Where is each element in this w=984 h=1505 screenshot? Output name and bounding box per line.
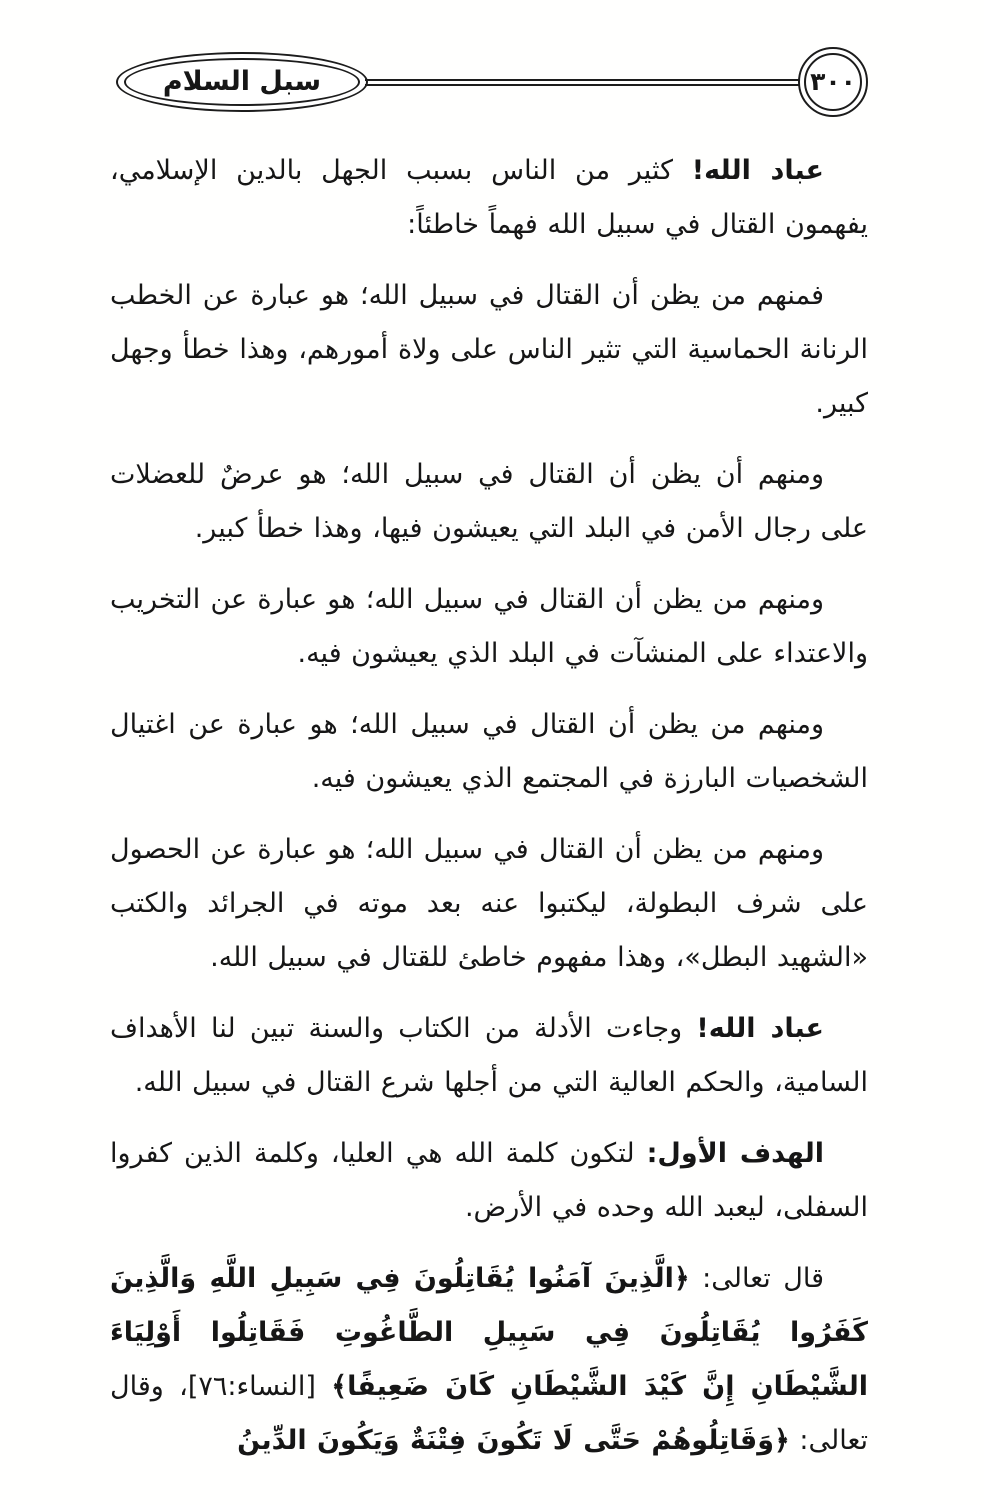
paragraph-text: ومنهم من يظن أن القتال في سبيل الله؛ هو عبارة عن اغتيال الشخصيات البارزة في المجتمع الذي يعيشون فيه.	[110, 709, 868, 794]
paragraph	[110, 698, 868, 806]
paragraph	[110, 1002, 868, 1110]
paragraph-text: ومنهم من يظن أن القتال في سبيل الله؛ هو عبارة عن الحصول على شرف البطولة، ليكتبوا عنه بعد موته في الجرائد والكتب «الشهيد البطل»، وهذا مفهوم خاطئ للقتال في سبيل الله.	[110, 834, 868, 973]
paragraph-lead: الهدف الأول:	[646, 1138, 824, 1169]
paragraph-text: ومنهم من يظن أن القتال في سبيل الله؛ هو عبارة عن التخريب والاعتداء على المنشآت في البلد الذي يعيشون فيه.	[110, 584, 868, 669]
page-body	[0, 118, 984, 1468]
paragraph	[110, 144, 868, 252]
paragraph	[110, 573, 868, 681]
paragraph-text: [النساء:٧٦]، وقال تعالى:	[110, 1371, 868, 1456]
paragraph-text: قال تعالى:	[689, 1263, 824, 1294]
paragraph-lead: عباد الله!	[691, 155, 824, 186]
paragraph-text: وجاءت الأدلة من الكتاب والسنة تبين لنا الأهداف السامية، والحكم العالية التي من أجلها شرع القتال في سبيل الله.	[110, 1013, 868, 1098]
header-rule	[365, 79, 801, 86]
paragraph-text: فمنهم من يظن أن القتال في سبيل الله؛ هو عبارة عن الخطب الرنانة الحماسية التي تثير الناس على ولاة أمورهم، وهذا خطأ وجهل كبير.	[110, 280, 868, 419]
paragraph	[110, 823, 868, 985]
paragraph-text: ومنهم أن يظن أن القتال في سبيل الله؛ هو عرضٌ للعضلات على رجال الأمن في البلد التي يعيشون فيها، وهذا خطأ كبير.	[110, 459, 868, 544]
page-number-badge	[798, 47, 868, 117]
page-header	[0, 0, 984, 118]
paragraph	[110, 1127, 868, 1235]
paragraph-text: كثير من الناس بسبب الجهل بالدين الإسلامي، يفهمون القتال في سبيل الله فهماً خاطئاً:	[110, 155, 868, 240]
paragraph	[110, 1252, 868, 1468]
book-title-cartouche	[116, 52, 368, 112]
page-number: ٣٠٠	[810, 66, 856, 96]
book-title-cartouche-inner	[124, 58, 360, 106]
quran-quote: ﴿وَقَاتِلُوهُمْ حَتَّى لَا تَكُونَ فِتْنَةٌ وَيَكُونَ الدِّينُ	[237, 1425, 790, 1456]
paragraph	[110, 448, 868, 556]
quran-quote: ﴿الَّذِينَ آمَنُوا يُقَاتِلُونَ فِي سَبِيلِ اللَّهِ وَالَّذِينَ كَفَرُوا يُقَاتِلُونَ فِي سَبِيلِ الطَّاغُوتِ فَقَاتِلُوا أَوْلِيَاءَ الشَّيْطَانِ إِنَّ كَيْدَ الشَّيْطَانِ كَانَ ضَعِيفًا﴾	[110, 1263, 868, 1402]
page-number-badge-inner	[804, 53, 862, 111]
book-title: سبل السلام	[162, 65, 322, 97]
paragraph-text: لتكون كلمة الله هي العليا، وكلمة الذين كفروا السفلى، ليعبد الله وحده في الأرض.	[110, 1138, 868, 1223]
paragraph	[110, 269, 868, 431]
paragraph-lead: عباد الله!	[696, 1013, 825, 1044]
